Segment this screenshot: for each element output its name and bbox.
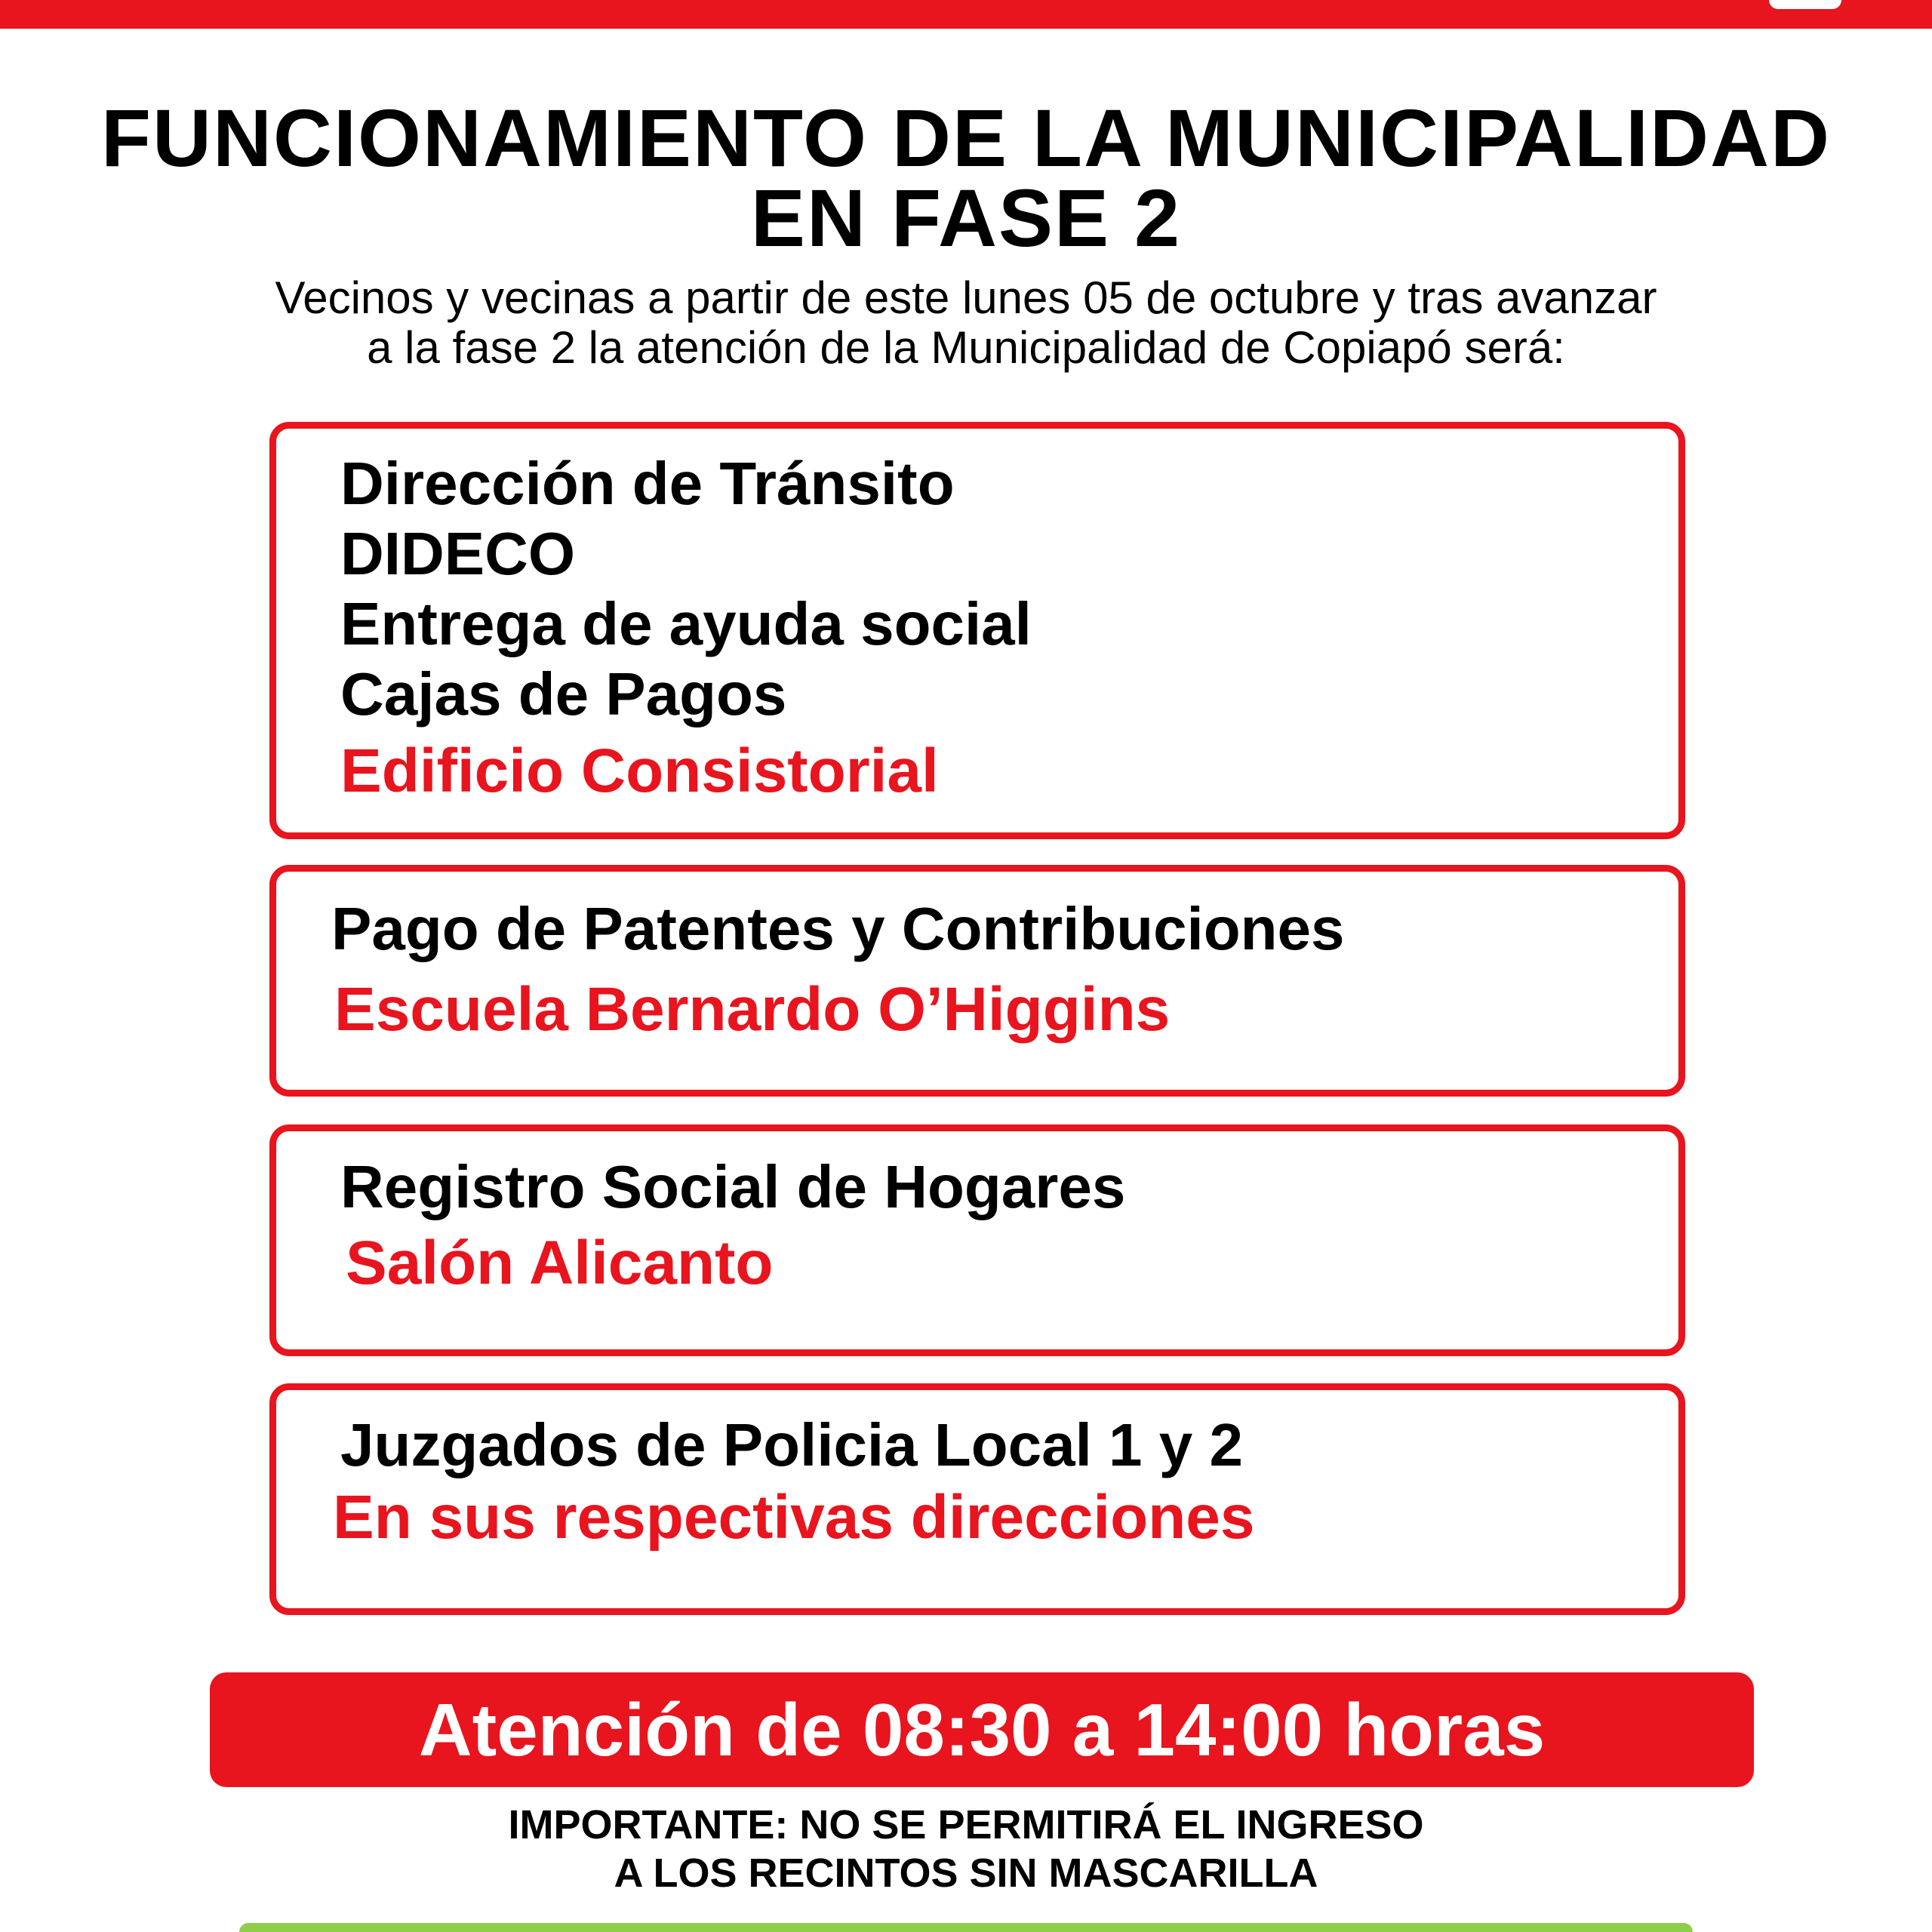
top-red-bar	[0, 0, 1932, 29]
service-box-patentes	[269, 865, 1685, 1097]
service-item-juzgados: Juzgados de Policia Local 1 y 2	[340, 1411, 1243, 1478]
hours-banner: Atención de 08:30 a 14:00 horas	[210, 1672, 1754, 1787]
bottom-green-strip	[239, 1923, 1693, 1932]
title-line-2: EN FASE 2	[750, 172, 1182, 263]
service-box-juzgados	[269, 1383, 1685, 1615]
service-location-direcciones: En sus respectivas direcciones	[333, 1483, 1255, 1552]
service-item-registro: Registro Social de Hogares	[340, 1153, 1126, 1220]
service-box-consistorial	[269, 422, 1685, 839]
intro-line-2: a la fase 2 la atención de la Municipalidad de Copiapó será:	[367, 322, 1565, 373]
service-item-transito: Dirección de Tránsito	[340, 450, 955, 517]
service-item-cajas-pagos: Cajas de Pagos	[340, 660, 787, 728]
page-title	[0, 92, 1932, 263]
logo-fragment-icon	[1769, 0, 1841, 9]
intro-line-1: Vecinos y vecinas a partir de este lunes 05 de octubre y tras avanzar	[275, 272, 1657, 323]
service-box-registro	[269, 1124, 1685, 1356]
intro-text	[0, 273, 1932, 373]
mask-warning	[0, 1801, 1932, 1897]
warning-line-2: A LOS RECINTOS SIN MASCARILLA	[614, 1850, 1318, 1896]
service-location-alicanto: Salón Alicanto	[346, 1229, 774, 1297]
service-item-ayuda-social: Entrega de ayuda social	[340, 590, 1032, 657]
service-item-patentes: Pago de Patentes y Contribuciones	[331, 895, 1345, 962]
service-location-consistorial: Edificio Consistorial	[340, 737, 939, 805]
title-line-1: FUNCIONAMIENTO DE LA MUNICIPALIDAD	[101, 92, 1831, 183]
service-item-dideco: DIDECO	[340, 520, 576, 587]
service-location-ohiggins: Escuela Bernardo O’Higgins	[334, 975, 1171, 1044]
warning-line-1: IMPORTANTE: NO SE PERMITIRÁ EL INGRESO	[508, 1802, 1424, 1847]
